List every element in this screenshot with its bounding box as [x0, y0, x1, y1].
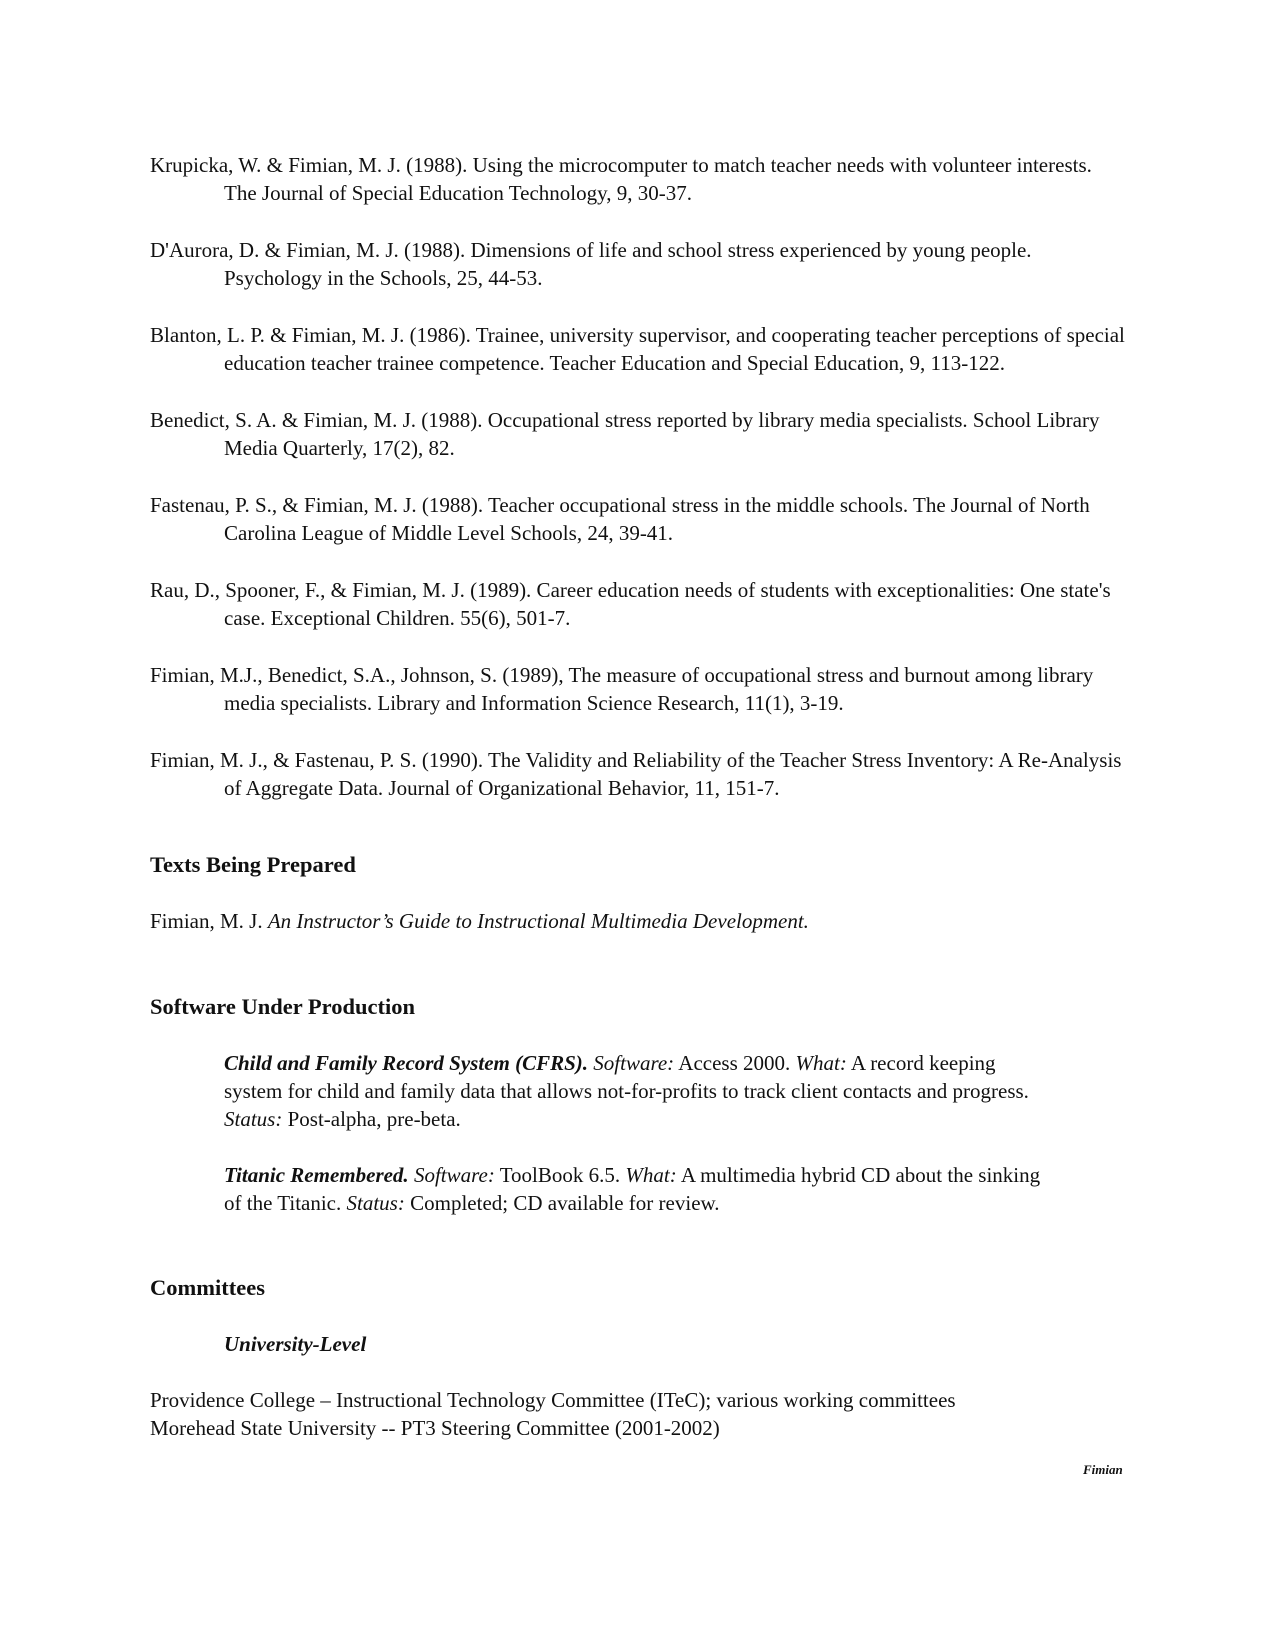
software-value: ToolBook 6.5.: [494, 1163, 626, 1187]
what-label: What:: [795, 1051, 847, 1075]
reference-entry: [150, 661, 1125, 717]
section-heading-texts-being-prepared: Texts Being Prepared: [150, 852, 356, 877]
reference-entry: [150, 151, 1125, 207]
committees-subheading: University-Level: [224, 1332, 367, 1356]
reference-first-line: Blanton, L. P. & Fimian, M. J. (1986). Trainee, university supervisor, and cooperating teacher perceptions of: [150, 323, 1062, 347]
reference-first-line: Fimian, M. J., & Fastenau, P. S. (1990). The Validity and Reliability of the Teacher Stress Inventory: A: [150, 748, 1013, 772]
status-value: Completed; CD available for review.: [404, 1191, 720, 1215]
reference-entry: [150, 321, 1125, 377]
section-heading-software-under-production: Software Under Production: [150, 994, 416, 1019]
software-name: Titanic Remembered.: [224, 1163, 409, 1187]
committee-line: Morehead State University -- PT3 Steering Committee (2001-2002): [150, 1416, 720, 1440]
status-label: Status:: [346, 1191, 405, 1215]
software-item: [224, 1049, 1044, 1133]
reference-continuation: interests. The Journal of Special Education Technology, 9, 30-37.: [224, 153, 1092, 205]
reference-entry: [150, 491, 1125, 547]
what-label: What:: [625, 1163, 677, 1187]
reference-first-line: Krupicka, W. & Fimian, M. J. (1988). Using the microcomputer to match teacher needs with volunteer: [150, 153, 1012, 177]
reference-entry: [150, 406, 1125, 462]
software-name: Child and Family Record System (CFRS).: [224, 1051, 589, 1075]
reference-first-line: Rau, D., Spooner, F., & Fimian, M. J. (1989). Career education needs of students with exceptionalities: One: [150, 578, 1055, 602]
reference-continuation: special education teacher trainee competence. Teacher Education and Special Education, 9, 113-122.: [224, 323, 1125, 375]
reference-continuation: state's case. Exceptional Children. 55(6), 501-7.: [224, 578, 1111, 630]
text-author: Fimian, M. J.: [150, 909, 268, 933]
reference-continuation: Library Media Quarterly, 17(2), 82.: [224, 408, 1100, 460]
reference-continuation: North Carolina League of Middle Level Schools, 24, 39-41.: [224, 493, 1090, 545]
reference-first-line: Benedict, S. A. & Fimian, M. J. (1988). Occupational stress reported by library media specialists. School: [150, 408, 1032, 432]
software-item: [224, 1161, 1044, 1217]
reference-continuation: library media specialists. Library and Information Science Research, 11(1), 3-19.: [224, 663, 1094, 715]
reference-entry: [150, 236, 1125, 292]
reference-continuation: Psychology in the Schools, 25, 44-53.: [224, 266, 543, 290]
reference-entry: [150, 746, 1125, 802]
what-value: A record keeping system for child and family data that allows not-for-profits to track client contacts and progress.: [224, 1051, 1029, 1103]
reference-list: [150, 151, 1125, 831]
status-label: Status:: [224, 1107, 283, 1131]
reference-first-line: Fastenau, P. S., & Fimian, M. J. (1988). Teacher occupational stress in the middle schools. The Journal of: [150, 493, 1036, 517]
text-title: An Instructor’s Guide to Instructional Multimedia Development.: [267, 909, 809, 933]
section-heading-committees: Committees: [150, 1275, 265, 1300]
text-being-prepared-entry: [150, 907, 809, 935]
committee-line: Providence College – Instructional Technology Committee (ITeC); various working committees: [150, 1388, 956, 1412]
reference-entry: [150, 576, 1125, 632]
software-label: Software:: [593, 1051, 675, 1075]
software-value: Access 2000.: [674, 1051, 796, 1075]
reference-continuation: Re-Analysis of Aggregate Data. Journal of Organizational Behavior, 11, 151-7.: [224, 748, 1122, 800]
software-label: Software:: [413, 1163, 495, 1187]
reference-first-line: Fimian, M.J., Benedict, S.A., Johnson, S. (1989), The measure of occupational stress and burnout among: [150, 663, 1033, 687]
status-value: Post-alpha, pre-beta.: [282, 1107, 461, 1131]
reference-first-line: D'Aurora, D. & Fimian, M. J. (1988). Dimensions of life and school stress experienced by young people.: [150, 238, 1032, 262]
footer-running-name: Fimian: [1083, 1462, 1123, 1477]
what-value: A multimedia hybrid CD about the sinking of the Titanic.: [224, 1163, 1041, 1215]
